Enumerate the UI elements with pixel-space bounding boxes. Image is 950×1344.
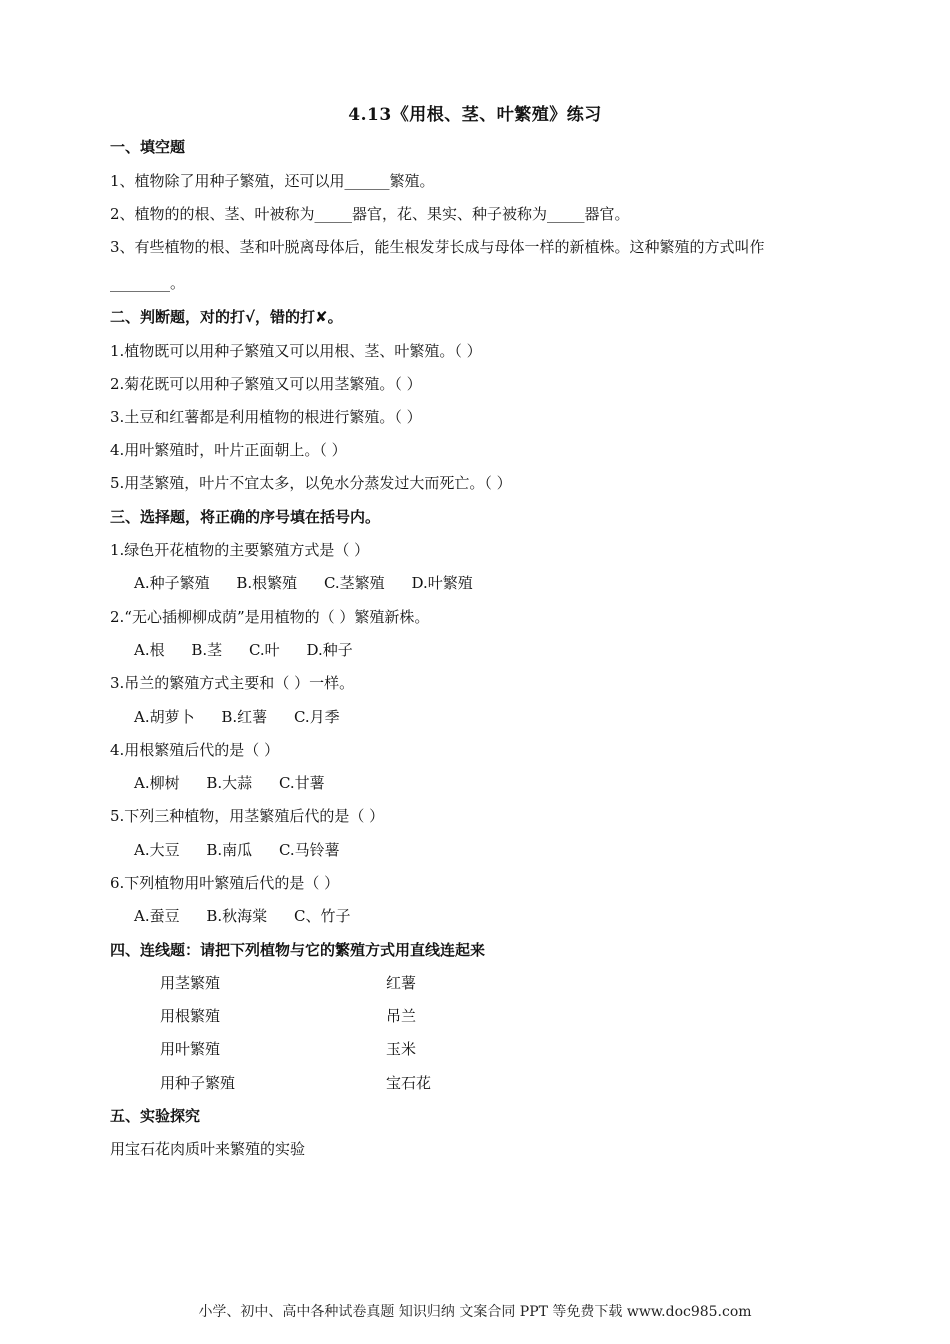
- match-left-item: 用种子繁殖: [160, 1074, 236, 1092]
- option: B.红薯: [221, 708, 268, 726]
- s2-question-2: 2.菊花既可以用种子繁殖又可以用茎繁殖。（ ）: [110, 375, 422, 393]
- s2-question-4: 4.用叶繁殖时，叶片正面朝上。（ ）: [110, 441, 347, 459]
- s3-question-6: 6.下列植物用叶繁殖后代的是（ ）: [110, 874, 340, 892]
- section5-heading: 五、实验探究: [110, 1107, 201, 1125]
- s1-question-3-blank: ________。: [110, 274, 186, 292]
- option: D.种子: [306, 641, 353, 659]
- match-right-item: 吊兰: [386, 1007, 417, 1025]
- s3-q4-options: [134, 772, 347, 793]
- s3-q6-options: [134, 905, 372, 926]
- option: A.蚕豆: [134, 907, 180, 925]
- section2-heading: 二、判断题，对的打√，错的打✘。: [110, 308, 343, 326]
- s3-question-3: 3.吊兰的繁殖方式主要和（ ）一样。: [110, 674, 355, 692]
- s5-text: 用宝石花肉质叶来繁殖的实验: [110, 1140, 306, 1158]
- s3-q5-options: [134, 839, 362, 860]
- option: C.马铃薯: [278, 841, 340, 859]
- option: A.胡萝卜: [134, 708, 195, 726]
- option: B.秋海棠: [206, 907, 268, 925]
- s3-question-1: 1.绿色开花植物的主要繁殖方式是（ ）: [110, 541, 370, 559]
- s1-question-1: 1、植物除了用种子繁殖，还可以用______繁殖。: [110, 172, 435, 190]
- match-right-item: 玉米: [386, 1040, 417, 1058]
- section3-heading: 三、选择题，将正确的序号填在括号内。: [110, 508, 381, 526]
- document-title: 4.13《用根、茎、叶繁殖》练习: [348, 105, 602, 125]
- option: C.茎繁殖: [323, 574, 385, 592]
- option: C.甘薯: [278, 774, 325, 792]
- s3-question-4: 4.用根繁殖后代的是（ ）: [110, 741, 280, 759]
- option: B.大蒜: [206, 774, 253, 792]
- match-left-item: 用根繁殖: [160, 1007, 221, 1025]
- s3-question-5: 5.下列三种植物，用茎繁殖后代的是（ ）: [110, 807, 385, 825]
- s3-q3-options: [134, 706, 362, 727]
- match-left-item: 用叶繁殖: [160, 1040, 221, 1058]
- option: C、竹子: [293, 907, 351, 925]
- s2-question-5: 5.用茎繁殖，叶片不宜太多，以免水分蒸发过大而死亡。（ ）: [110, 474, 512, 492]
- option: D.叶繁殖: [411, 574, 473, 592]
- section4-heading: 四、连线题：请把下列植物与它的繁殖方式用直线连起来: [110, 941, 486, 959]
- s3-q1-options: [134, 572, 495, 593]
- s1-question-3: 3、有些植物的根、茎和叶脱离母体后，能生根发芽长成与母体一样的新植株。这种繁殖的方式叫作: [110, 238, 765, 256]
- s3-q2-options: [134, 639, 375, 660]
- option: C.叶: [248, 641, 280, 659]
- option: B.茎: [191, 641, 223, 659]
- option: A.根: [134, 641, 165, 659]
- footer-text: 小学、初中、高中各种试卷真题 知识归纳 文案合同 PPT 等免费下载 www.doc985.com: [198, 1304, 752, 1320]
- option: A.种子繁殖: [134, 574, 210, 592]
- s2-question-3: 3.土豆和红薯都是利用植物的根进行繁殖。（ ）: [110, 408, 422, 426]
- s1-question-2: 2、植物的的根、茎、叶被称为_____器官，花、果实、种子被称为_____器官。: [110, 205, 630, 223]
- match-right-item: 宝石花: [386, 1074, 432, 1092]
- option: C.月季: [293, 708, 340, 726]
- option: A.柳树: [134, 774, 180, 792]
- section1-heading: 一、填空题: [110, 138, 186, 156]
- match-left-item: 用茎繁殖: [160, 974, 221, 992]
- match-right-item: 红薯: [386, 974, 417, 992]
- s3-question-2: 2.“无心插柳柳成荫”是用植物的（ ）繁殖新株。: [110, 608, 430, 626]
- s2-question-1: 1.植物既可以用种子繁殖又可以用根、茎、叶繁殖。（ ）: [110, 342, 482, 360]
- option: B.根繁殖: [236, 574, 298, 592]
- option: A.大豆: [134, 841, 180, 859]
- option: B.南瓜: [206, 841, 253, 859]
